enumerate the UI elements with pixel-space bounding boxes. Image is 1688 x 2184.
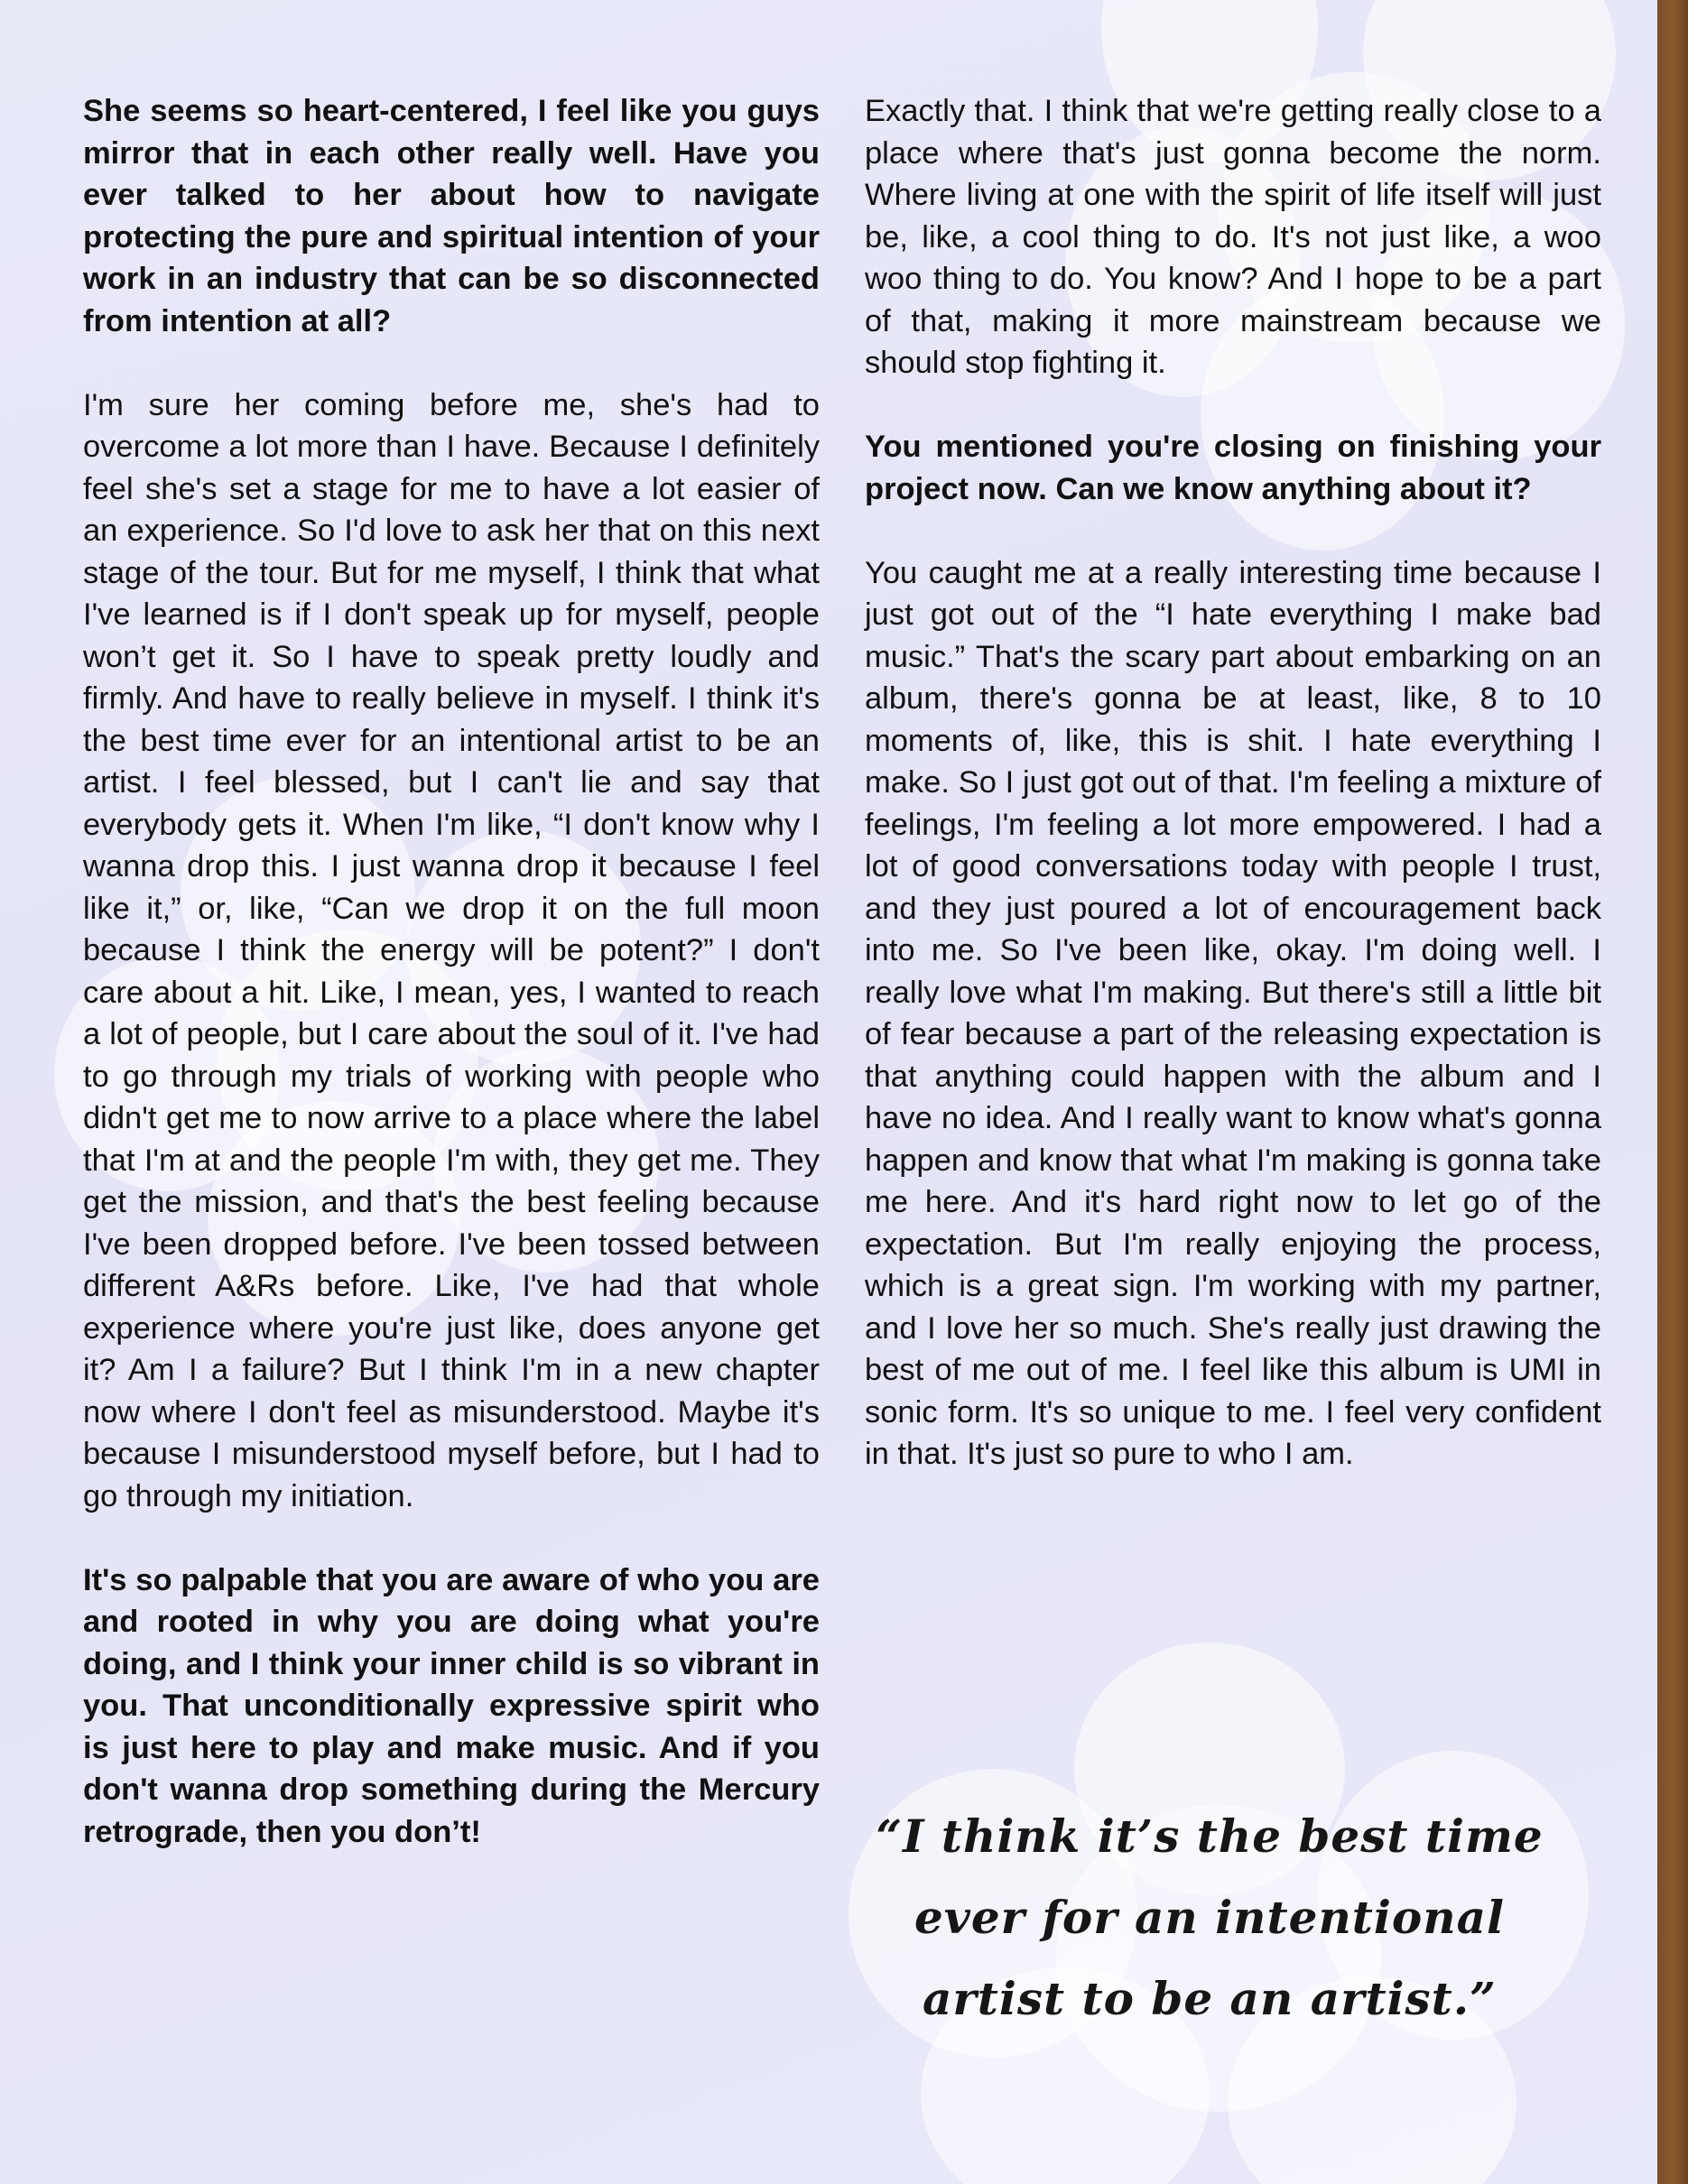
- pull-quote-line: ever for an intentional: [914, 1891, 1505, 1944]
- interview-answer: I'm sure her coming before me, she's had to overcome a lot more than I have. Because I definitely feel she's set a stage for me to have a lot easier of an experience. So I'd love to ask her that on this next stage of the tour. But for me myself, I think that what I've learned is if I don't speak up for myself, people won’t get it. So I have to speak pretty loudly and firmly. And have to really believe in myself. I think it's the best time ever for an intentional artist to be an artist. I feel blessed, but I can't lie and say that everybody gets it. When I'm like, “I don't know why I wanna drop this. I just wanna drop it because I feel like it,” or, like, “Can we drop it on the full moon because I think the energy will be potent?” I don't care about a hit. Like, I mean, yes, I wanted to reach a lot of people, but I care about the soul of it. I've had to go through my trials of working with people who didn't get me to now arrive to a place where the label that I'm at and the people I'm with, they get me. They get the mission, and that's the best feeling because I've been dropped before. I've been tossed between different A&Rs before. Like, I've had that whole experience where you're just like, does anyone get it? Am I a failure? But I think I'm in a new chapter now where I don't feel as misunderstood. Maybe it's because I misunderstood myself before, but I had to go through my initiation.: [83, 387, 820, 1513]
- pull-quote-line: artist to be an artist.”: [923, 1972, 1497, 2025]
- pull-quote: [867, 1796, 1553, 2040]
- interview-answer: Exactly that. I think that we're getting really close to a place where that's just gonna become the norm. Where living at one with the spirit of life itself will just be, like, a cool thing to do. It's not just like, a woo woo thing to do. You know? And I hope to be a part of that, making it more mainstream because we should stop fighting it.: [865, 94, 1601, 380]
- interview-question: It's so palpable that you are aware of who you are and rooted in why you are doing what you're doing, and I think your inner child is so vibrant in you. That unconditionally expressive spirit who is just here to play and make music. And if you don't wanna drop something during the Mercury retrograde, then you don’t!: [83, 1562, 820, 1849]
- page-edge-border: [1657, 0, 1688, 2184]
- interview-question: She seems so heart-centered, I feel like you guys mirror that in each other really well. Have you ever talked to her about how to navigate protecting the pure and spiritual intention of your work in an industry that can be so disconnected from intention at all?: [83, 94, 820, 338]
- left-column: [83, 90, 820, 1895]
- interview-answer: You caught me at a really interesting time because I just got out of the “I hate everything I make bad music.” That's the scary part about embarking on an album, there's gonna be at least, like, 8 to 10 moments of, like, this is shit. I hate everything I make. So I just got out of that. I'm feeling a mixture of feelings, I'm feeling a lot more empowered. I had a lot of good conversations today with people I trust, and they just poured a lot of encouragement back into me. So I've been like, okay. I'm doing well. I really love what I'm making. But there's still a little bit of fear because a part of the releasing expectation is that anything could happen with the album and I have no idea. And I really want to know what's gonna happen and know that what I'm making is gonna take me here. And it's hard right now to let go of the expectation. But I'm really enjoying the process, which is a great sign. I'm working with my partner, and I love her so much. She's really just drawing the best of me out of me. I feel like this album is UMI in sonic form. It's so unique to me. I feel very confident in that. It's just so pure to who I am.: [865, 555, 1601, 1471]
- right-column: [865, 90, 1601, 1517]
- pull-quote-line: “I think it’s the best time: [876, 1809, 1544, 1863]
- interview-question: You mentioned you're closing on finishing your project now. Can we know anything about it?: [865, 430, 1601, 506]
